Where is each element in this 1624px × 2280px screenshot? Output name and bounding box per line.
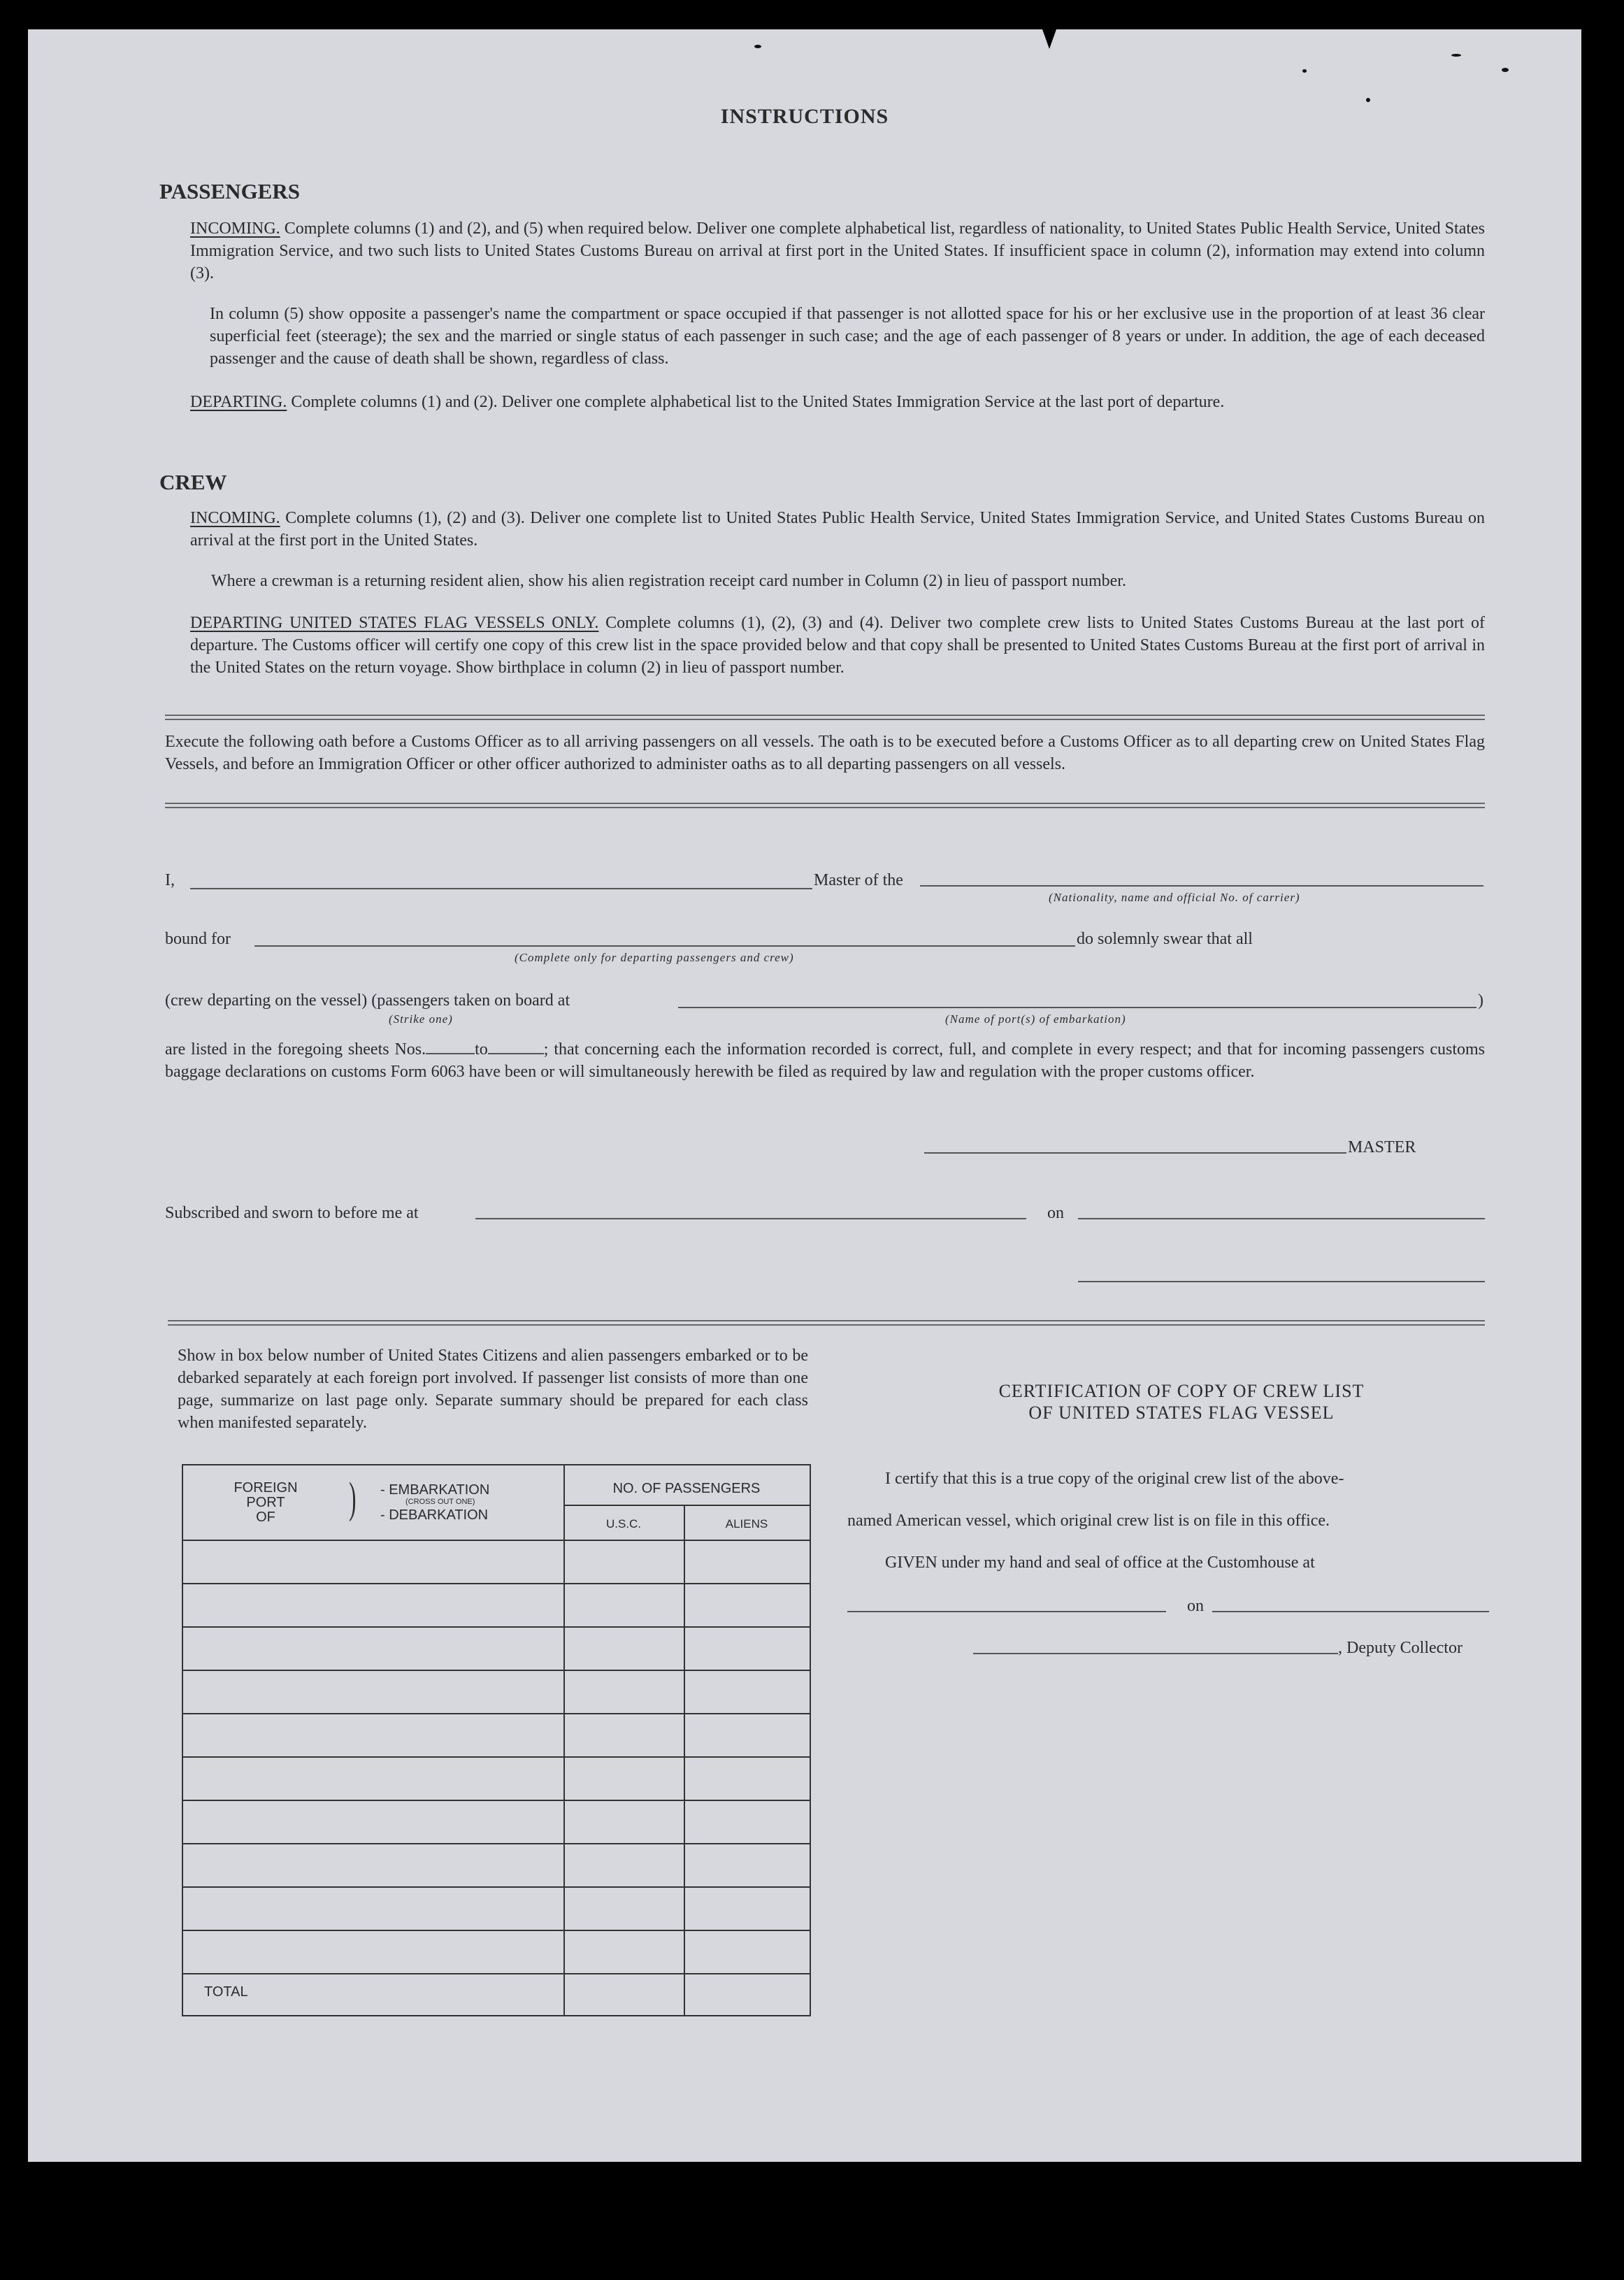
crew-departing-text: Complete columns (1), (2), (3) and (4). Deliver two complete crew lists to United States Customs Bureau at the last port of departure. The Customs officer will certify one copy of this crew list in the space provided below and that copy shall be presented to United States Customs Bureau at the first port of arrival in the United States on the return voyage. Show birthplace in column (2) in lieu of passport number. <box>190 614 1485 677</box>
passengers-departing <box>190 392 1485 414</box>
table-row-line <box>183 1973 810 1974</box>
master-name-field[interactable] <box>190 888 826 889</box>
document-page <box>28 29 1581 2162</box>
listed-to: to <box>475 1040 488 1059</box>
speck <box>1302 69 1307 73</box>
bound-for-field[interactable] <box>254 945 1095 947</box>
listed-rest: ; that concerning each the information recorded is correct, full, and complete in every respect; and that for incoming passengers customs baggage declarations on customs Form 6063 have been or will simultaneously herewith be filed as required by law and regulation with the proper customs officer. <box>165 1040 1485 1081</box>
crew-departing-clause: (crew departing on the vessel) (passengers taken on board at <box>165 991 570 1010</box>
passengers-departing-text: Complete columns (1) and (2). Deliver one complete alphabetical list to the United States Immigration Service at the last port of departure. <box>291 393 1225 411</box>
deputy-collector-label: , Deputy Collector <box>1338 1639 1463 1657</box>
table-divider <box>563 1465 565 2015</box>
table-row-line <box>183 1756 810 1758</box>
brace-icon: ) <box>349 1475 357 1522</box>
passengers-departing-label: DEPARTING. <box>190 393 287 411</box>
total-label: TOTAL <box>204 1984 248 2000</box>
table-row-line <box>183 1843 810 1844</box>
crew-incoming-text: Complete columns (1), (2) and (3). Deliver one complete list to United States Public Health Service, United States Immigration Service, and United States Customs Bureau on arrival at the first port in the United States. <box>190 509 1486 550</box>
crew-incoming <box>190 508 1485 552</box>
page-title: INSTRUCTIONS <box>720 105 889 128</box>
certify-line2: named American vessel, which original crew list is on file in this office. <box>847 1512 1330 1530</box>
table-divider <box>183 1540 810 1541</box>
official-signature-field[interactable] <box>1078 1281 1485 1282</box>
table-divider <box>684 1505 685 2015</box>
foreign-port-of-header <box>217 1481 315 1525</box>
speck <box>1451 54 1461 57</box>
strike-caption: (Strike one) <box>389 1012 453 1026</box>
paper-notch <box>1042 29 1056 49</box>
deputy-signature-field[interactable] <box>973 1653 1338 1654</box>
passengers-column5-text: In column (5) show opposite a passenger's name the compartment or space occupied if that passenger is not allotted space for his or her exclusive use in the proportion of at least 36 clear superficial feet (steerage); the sex and the married or single status of each passenger in such case; and the age of each passenger of 8 years or under. In addition, the age of each deceased passenger and the cause of death shall be shown, regardless of class. <box>210 305 1485 368</box>
sworn-place-field[interactable] <box>475 1218 1026 1219</box>
aliens-header: ALIENS <box>725 1517 768 1530</box>
certify-line1: I certify that this is a true copy of the original crew list of the above- <box>885 1470 1344 1488</box>
passengers-heading: PASSENGERS <box>159 179 300 203</box>
speck <box>754 45 761 48</box>
certification-on-label: on <box>1187 1597 1204 1615</box>
certification-title <box>867 1380 1496 1424</box>
oath-instruction: Execute the following oath before a Customs Officer as to all arriving passengers on all vessels. The oath is to be executed before a Customs Officer as to all departing crew on United States Flag Vessels, and before an Immigration Officer or other officer authorized to administer oaths as to all departing passengers on all vessels. <box>165 733 1485 773</box>
embarkation-ports-field[interactable] <box>678 1007 1476 1008</box>
foreign-label: FOREIGN <box>233 1480 298 1496</box>
certification-date-field[interactable] <box>1212 1611 1489 1612</box>
customhouse-field[interactable] <box>847 1611 1166 1612</box>
table-row-line <box>183 1800 810 1801</box>
divider <box>168 1320 1485 1326</box>
carrier-field[interactable] <box>920 885 1483 887</box>
table-row-line <box>183 1583 810 1584</box>
summary-instruction: Show in box below number of United States Citizens and alien passengers embarked or to be debarked separately at each foreign port involved. If passenger list consists of more than one page, summarize on last page only. Separate summary should be prepared for each class when manifested separately. <box>178 1347 808 1432</box>
port-label: PORT <box>246 1495 285 1510</box>
speck <box>1366 98 1370 102</box>
usc-header: U.S.C. <box>605 1517 642 1530</box>
sheet-from-field[interactable] <box>426 1053 475 1054</box>
embarkation-label: - EMBARKATION <box>380 1482 490 1498</box>
sheets-line <box>165 1039 1485 1084</box>
subscribed-label: Subscribed and sworn to before me at <box>165 1204 419 1222</box>
bound-for-label: bound for <box>165 930 231 948</box>
swear-text: do solemnly swear that all <box>1075 929 1254 951</box>
crew-departing <box>190 612 1485 680</box>
listed-prefix: are listed in the foregoing sheets Nos. <box>165 1040 426 1059</box>
cross-out-label: (CROSS OUT ONE) <box>405 1498 475 1506</box>
passengers-incoming-text: Complete columns (1) and (2), and (5) when required below. Deliver one complete alphabetical list, regardless of nationality, to United States Public Health Service, United States Immigration Service, and two such lists to United States Customs Bureau on arrival at first port in the United States. If insufficient space in column (2), information may extend into column (3). <box>190 220 1486 282</box>
table-divider <box>563 1505 810 1506</box>
certification-title-line2: OF UNITED STATES FLAG VESSEL <box>1028 1403 1335 1424</box>
sheet-to-field[interactable] <box>488 1053 544 1054</box>
master-of-the-label: Master of the <box>812 870 905 892</box>
table-row-line <box>183 1713 810 1714</box>
passengers-incoming <box>190 218 1485 285</box>
table-row-line <box>183 1626 810 1628</box>
speck <box>1502 68 1509 72</box>
crew-departing-label: DEPARTING UNITED STATES FLAG VESSELS ONLY. <box>190 614 599 632</box>
sworn-date-field[interactable] <box>1078 1218 1485 1219</box>
close-paren: ) <box>1478 991 1483 1010</box>
no-of-passengers-header: NO. OF PASSENGERS <box>612 1481 761 1496</box>
ports-caption: (Name of port(s) of embarkation) <box>945 1012 1126 1026</box>
crew-incoming-label: INCOMING. <box>190 509 280 527</box>
table-row-line <box>183 1930 810 1931</box>
divider <box>165 715 1485 720</box>
crew-heading: CREW <box>159 470 227 494</box>
master-signature-field[interactable] <box>924 1152 1346 1154</box>
of-label: OF <box>256 1510 275 1525</box>
master-label: MASTER <box>1348 1138 1416 1156</box>
oath-i-label: I, <box>165 871 175 889</box>
table-row-line <box>183 1886 810 1888</box>
divider <box>165 803 1485 808</box>
given-text: GIVEN under my hand and seal of office at the Customhouse at <box>885 1554 1315 1572</box>
crew-resident-text: Where a crewman is a returning resident alien, show his alien registration receipt card number in Column (2) in lieu of passport number. <box>211 572 1126 590</box>
table-row-line <box>183 1670 810 1671</box>
passenger-summary-table <box>182 1464 811 2016</box>
carrier-caption: (Nationality, name and official No. of carrier) <box>1049 891 1300 904</box>
passengers-incoming-label: INCOMING. <box>190 220 280 238</box>
bound-for-caption: (Complete only for departing passengers and crew) <box>515 951 794 964</box>
certification-title-line1: CERTIFICATION OF COPY OF CREW LIST <box>998 1381 1365 1401</box>
sworn-on-label: on <box>1047 1204 1064 1222</box>
debarkation-label: - DEBARKATION <box>380 1507 489 1523</box>
